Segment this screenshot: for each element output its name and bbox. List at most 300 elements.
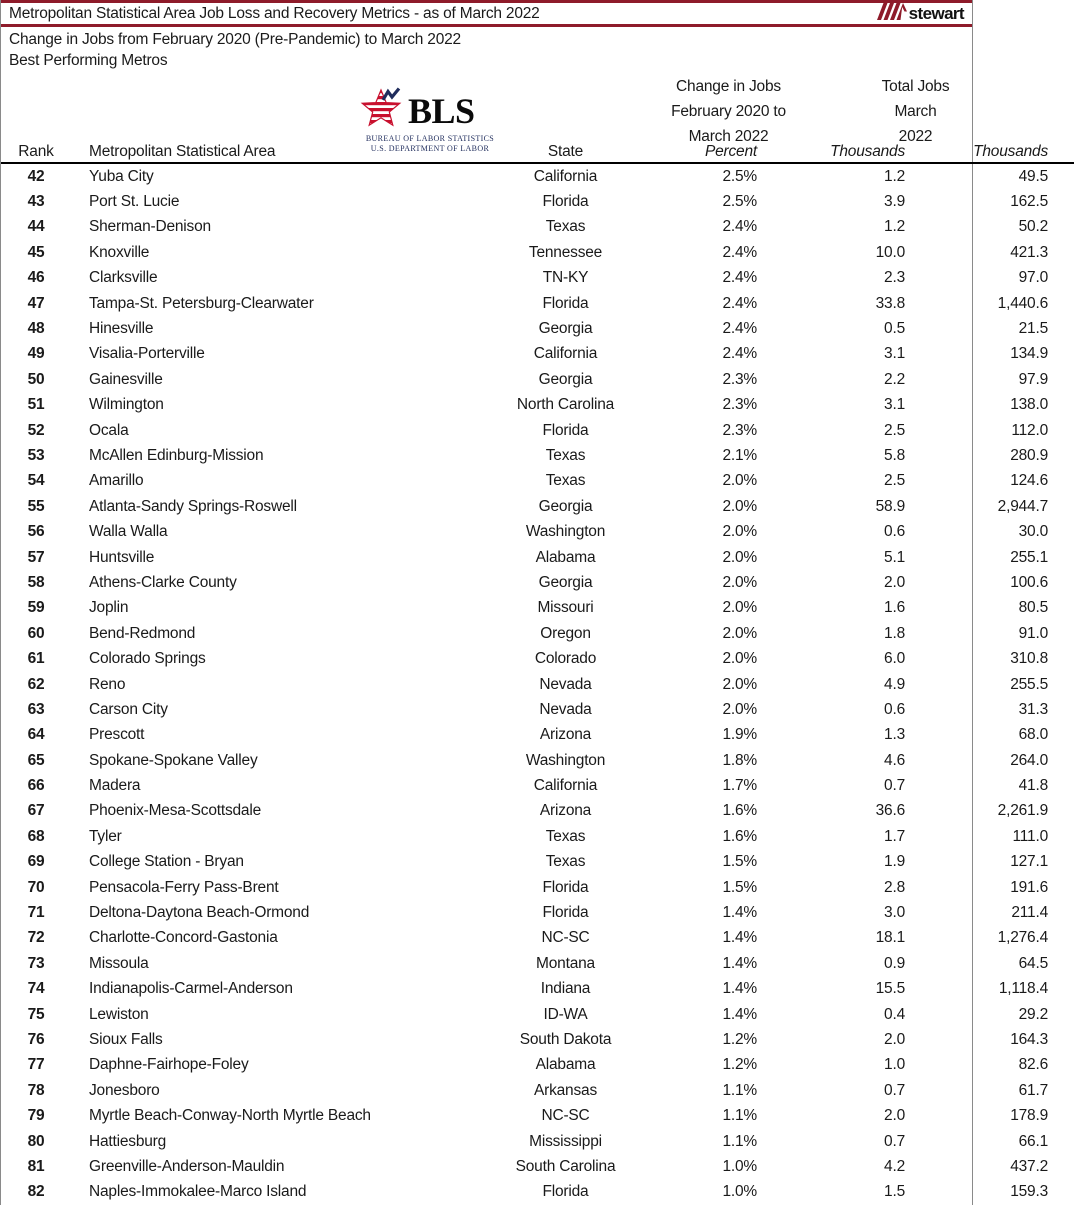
cell-total: 66.1 xyxy=(1018,1132,1048,1150)
cell-thousands: 1.6 xyxy=(884,599,905,617)
cell-rank: 72 xyxy=(27,929,45,947)
cell-thousands: 5.8 xyxy=(884,446,905,464)
change-group-line-3: March 2022 xyxy=(688,128,769,145)
cell-thousands: 58.9 xyxy=(875,497,905,515)
cell-msa: Madera xyxy=(89,777,141,795)
table-row[interactable] xyxy=(1,519,1074,544)
cell-total: 1,118.4 xyxy=(998,980,1048,998)
stewart-slash-icon xyxy=(877,3,907,25)
cell-thousands: 2.5 xyxy=(884,421,905,439)
cell-rank: 79 xyxy=(27,1107,45,1125)
cell-total: 124.6 xyxy=(1010,472,1048,490)
cell-thousands: 4.2 xyxy=(884,1157,905,1175)
cell-rank: 51 xyxy=(27,396,45,414)
cell-total: 111.0 xyxy=(1012,827,1048,845)
cell-total: 310.8 xyxy=(1010,650,1048,668)
cell-rank: 77 xyxy=(27,1056,45,1074)
column-header-state[interactable]: State xyxy=(489,137,642,163)
cell-state: Washington xyxy=(525,751,606,769)
column-header-percent[interactable]: Percent xyxy=(642,137,787,163)
cell-total: 68.0 xyxy=(1018,726,1048,744)
cell-thousands: 1.2 xyxy=(884,218,905,236)
cell-total: 280.9 xyxy=(1010,446,1048,464)
cell-rank: 67 xyxy=(27,802,45,820)
cell-thousands: 0.5 xyxy=(884,320,905,338)
cell-msa: Hattiesburg xyxy=(89,1132,167,1150)
cell-percent: 2.0% xyxy=(722,472,757,490)
cell-percent: 1.4% xyxy=(722,1005,757,1023)
cell-thousands: 2.5 xyxy=(884,472,905,490)
cell-msa: Missoula xyxy=(89,954,149,972)
table-row[interactable] xyxy=(1,1154,1074,1179)
cell-state: California xyxy=(533,167,598,185)
title-bar xyxy=(1,0,972,27)
total-jobs-group-header xyxy=(857,74,974,149)
cell-rank: 62 xyxy=(27,675,45,693)
cell-thousands: 2.2 xyxy=(884,370,905,388)
table-row[interactable] xyxy=(1,697,1074,722)
cell-msa: Hinesville xyxy=(89,320,154,338)
cell-state: Florida xyxy=(542,904,589,922)
total-group-line-3: 2022 xyxy=(898,128,933,145)
table-row[interactable] xyxy=(1,1027,1074,1052)
cell-thousands: 33.8 xyxy=(875,294,905,312)
cell-msa: Amarillo xyxy=(89,472,144,490)
cell-percent: 2.3% xyxy=(722,370,757,388)
cell-total: 97.9 xyxy=(1018,370,1048,388)
table-row[interactable] xyxy=(1,875,1074,900)
cell-msa: Sherman-Denison xyxy=(89,218,211,236)
cell-msa: Bend-Redmond xyxy=(89,624,196,642)
cell-state: Arkansas xyxy=(533,1081,597,1099)
cell-thousands: 5.1 xyxy=(884,548,905,566)
cell-percent: 1.4% xyxy=(722,904,757,922)
cell-rank: 60 xyxy=(27,624,45,642)
metro-jobs-table xyxy=(1,137,1074,1204)
cell-state: Florida xyxy=(542,421,589,439)
cell-percent: 1.0% xyxy=(722,1182,757,1200)
cell-percent: 2.5% xyxy=(722,167,757,185)
table-row[interactable] xyxy=(1,443,1074,468)
cell-rank: 69 xyxy=(27,853,45,871)
cell-percent: 2.4% xyxy=(722,243,757,261)
cell-percent: 1.7% xyxy=(722,777,757,795)
cell-thousands: 1.0 xyxy=(884,1056,905,1074)
cell-state: California xyxy=(533,777,598,795)
cell-thousands: 2.8 xyxy=(884,878,905,896)
cell-state: NC-SC xyxy=(541,1107,590,1125)
cell-percent: 1.1% xyxy=(722,1081,757,1099)
cell-rank: 52 xyxy=(27,421,45,439)
cell-percent: 2.3% xyxy=(722,396,757,414)
cell-state: TN-KY xyxy=(542,269,589,287)
cell-rank: 74 xyxy=(27,980,45,998)
cell-msa: Walla Walla xyxy=(89,523,168,541)
cell-state: Georgia xyxy=(538,497,593,515)
cell-rank: 78 xyxy=(27,1081,45,1099)
cell-state: Alabama xyxy=(535,1056,596,1074)
table-row[interactable] xyxy=(1,951,1074,976)
bls-caption-line-2: U.S. DEPARTMENT OF LABOR xyxy=(370,143,490,153)
cell-total: 211.4 xyxy=(1011,904,1048,922)
column-header-total[interactable]: Thousands xyxy=(933,137,1074,163)
table-row[interactable] xyxy=(1,850,1074,875)
cell-msa: Knoxville xyxy=(89,243,150,261)
cell-percent: 2.0% xyxy=(722,650,757,668)
table-row[interactable] xyxy=(1,469,1074,494)
cell-state: California xyxy=(533,345,598,363)
subheader-text xyxy=(9,29,461,71)
cell-percent: 1.1% xyxy=(722,1107,757,1125)
change-group-line-2: February 2020 to xyxy=(671,103,786,120)
table-row[interactable] xyxy=(1,545,1074,570)
cell-total: 138.0 xyxy=(1010,396,1048,414)
table-row[interactable] xyxy=(1,1053,1074,1078)
cell-rank: 64 xyxy=(27,726,45,744)
table-row[interactable] xyxy=(1,570,1074,595)
cell-state: Georgia xyxy=(538,573,593,591)
cell-total: 159.3 xyxy=(1010,1182,1048,1200)
cell-state: Arizona xyxy=(539,802,592,820)
column-header-thousands[interactable]: Thousands xyxy=(787,137,933,163)
cell-thousands: 18.1 xyxy=(875,929,905,947)
cell-state: NC-SC xyxy=(541,929,590,947)
cell-msa: Joplin xyxy=(89,599,129,617)
cell-msa: Ocala xyxy=(89,421,129,439)
cell-percent: 1.8% xyxy=(722,751,757,769)
cell-msa: Spokane-Spokane Valley xyxy=(89,751,258,769)
column-header-msa[interactable]: Metropolitan Statistical Area xyxy=(71,137,489,163)
cell-percent: 2.4% xyxy=(722,218,757,236)
cell-state: Oregon xyxy=(540,624,591,642)
cell-rank: 61 xyxy=(27,650,45,668)
cell-thousands: 3.9 xyxy=(884,193,905,211)
cell-thousands: 36.6 xyxy=(875,802,905,820)
cell-percent: 2.0% xyxy=(722,599,757,617)
cell-total: 91.0 xyxy=(1018,624,1048,642)
cell-percent: 2.0% xyxy=(722,700,757,718)
cell-state: Florida xyxy=(542,1182,589,1200)
cell-thousands: 0.9 xyxy=(884,954,905,972)
cell-state: Texas xyxy=(545,827,586,845)
column-header-rank[interactable]: Rank xyxy=(1,137,71,163)
cell-rank: 47 xyxy=(27,294,45,312)
cell-total: 191.6 xyxy=(1010,878,1048,896)
cell-rank: 50 xyxy=(27,370,45,388)
cell-thousands: 10.0 xyxy=(875,243,905,261)
cell-total: 50.2 xyxy=(1018,218,1048,236)
table-row[interactable] xyxy=(1,824,1074,849)
cell-msa: Pensacola-Ferry Pass-Brent xyxy=(89,878,279,896)
cell-total: 255.5 xyxy=(1010,675,1048,693)
table-row[interactable] xyxy=(1,163,1074,189)
cell-state: North Carolina xyxy=(516,396,615,414)
cell-total: 49.5 xyxy=(1018,167,1048,185)
cell-msa: McAllen Edinburg-Mission xyxy=(89,446,264,464)
cell-msa: Prescott xyxy=(89,726,145,744)
cell-percent: 2.0% xyxy=(722,624,757,642)
cell-total: 162.5 xyxy=(1010,193,1048,211)
cell-state: Nevada xyxy=(539,675,592,693)
cell-msa: Wilmington xyxy=(89,396,164,414)
cell-percent: 1.4% xyxy=(722,954,757,972)
cell-percent: 2.0% xyxy=(722,548,757,566)
bls-wordmark: BLS xyxy=(408,91,475,131)
cell-thousands: 1.7 xyxy=(884,827,905,845)
cell-percent: 1.6% xyxy=(722,802,757,820)
cell-msa: Lewiston xyxy=(89,1005,149,1023)
cell-msa: Sioux Falls xyxy=(89,1030,163,1048)
table-row[interactable] xyxy=(1,621,1074,646)
cell-msa: Yuba City xyxy=(89,167,154,185)
cell-percent: 2.0% xyxy=(722,523,757,541)
table-row[interactable] xyxy=(1,418,1074,443)
cell-thousands: 0.6 xyxy=(884,700,905,718)
change-group-line-1: Change in Jobs xyxy=(676,78,781,95)
cell-total: 31.3 xyxy=(1018,700,1048,718)
cell-thousands: 2.0 xyxy=(884,1030,905,1048)
cell-total: 100.6 xyxy=(1010,573,1048,591)
cell-total: 21.5 xyxy=(1018,320,1048,338)
cell-thousands: 0.7 xyxy=(884,1081,905,1099)
cell-thousands: 0.6 xyxy=(884,523,905,541)
cell-rank: 58 xyxy=(27,573,45,591)
cell-total: 112.0 xyxy=(1011,421,1048,439)
cell-state: Tennessee xyxy=(528,243,603,261)
cell-thousands: 4.6 xyxy=(884,751,905,769)
table-row[interactable] xyxy=(1,1103,1074,1128)
cell-total: 64.5 xyxy=(1018,954,1048,972)
table-row[interactable] xyxy=(1,215,1074,240)
cell-percent: 1.0% xyxy=(722,1157,757,1175)
cell-state: Florida xyxy=(542,193,589,211)
cell-msa: Colorado Springs xyxy=(89,650,206,668)
cell-total: 30.0 xyxy=(1018,523,1048,541)
cell-percent: 1.2% xyxy=(722,1030,757,1048)
cell-rank: 63 xyxy=(27,700,45,718)
cell-msa: Jonesboro xyxy=(89,1081,160,1099)
cell-percent: 2.5% xyxy=(722,193,757,211)
cell-msa: Reno xyxy=(89,675,126,693)
cell-msa: Athens-Clarke County xyxy=(89,573,237,591)
cell-percent: 1.1% xyxy=(722,1132,757,1150)
cell-percent: 2.0% xyxy=(722,497,757,515)
subheader-line-2: Best Performing Metros xyxy=(9,52,168,69)
table-row[interactable] xyxy=(1,1002,1074,1027)
cell-rank: 80 xyxy=(27,1132,45,1150)
cell-thousands: 2.0 xyxy=(884,1107,905,1125)
table-row[interactable] xyxy=(1,189,1074,214)
cell-thousands: 6.0 xyxy=(884,650,905,668)
table-row[interactable] xyxy=(1,799,1074,824)
cell-msa: Clarksville xyxy=(89,269,158,287)
cell-msa: Atlanta-Sandy Springs-Roswell xyxy=(89,497,297,515)
cell-percent: 1.2% xyxy=(722,1056,757,1074)
cell-total: 82.6 xyxy=(1018,1056,1048,1074)
cell-thousands: 3.1 xyxy=(884,345,905,363)
table-row[interactable] xyxy=(1,342,1074,367)
cell-rank: 43 xyxy=(27,193,45,211)
cell-rank: 65 xyxy=(27,751,45,769)
cell-state: Missouri xyxy=(537,599,594,617)
cell-percent: 1.5% xyxy=(722,878,757,896)
table-row[interactable] xyxy=(1,900,1074,925)
cell-percent: 2.3% xyxy=(722,421,757,439)
cell-rank: 57 xyxy=(27,548,45,566)
cell-rank: 54 xyxy=(27,472,45,490)
cell-percent: 2.4% xyxy=(722,269,757,287)
cell-thousands: 1.2 xyxy=(884,167,905,185)
cell-total: 2,261.9 xyxy=(997,802,1048,820)
cell-total: 127.1 xyxy=(1010,853,1048,871)
cell-percent: 2.1% xyxy=(722,446,757,464)
change-in-jobs-group-header xyxy=(601,74,856,149)
cell-rank: 49 xyxy=(27,345,45,363)
cell-thousands: 1.8 xyxy=(884,624,905,642)
cell-rank: 45 xyxy=(27,243,45,261)
cell-rank: 76 xyxy=(27,1030,45,1048)
table-row[interactable] xyxy=(1,266,1074,291)
table-row[interactable] xyxy=(1,393,1074,418)
cell-state: Mississippi xyxy=(529,1132,602,1150)
cell-msa: Tampa-St. Petersburg-Clearwater xyxy=(89,294,314,312)
cell-total: 97.0 xyxy=(1018,269,1048,287)
cell-percent: 2.4% xyxy=(722,345,757,363)
cell-state: Colorado xyxy=(534,650,597,668)
cell-thousands: 0.7 xyxy=(884,777,905,795)
cell-percent: 2.4% xyxy=(722,294,757,312)
cell-msa: College Station - Bryan xyxy=(89,853,244,871)
cell-percent: 2.0% xyxy=(722,675,757,693)
cell-state: South Dakota xyxy=(519,1030,612,1048)
cell-total: 80.5 xyxy=(1018,599,1048,617)
cell-state: Florida xyxy=(542,294,589,312)
cell-msa: Phoenix-Mesa-Scottsdale xyxy=(89,802,262,820)
cell-percent: 1.6% xyxy=(722,827,757,845)
table-row[interactable] xyxy=(1,240,1074,265)
cell-total: 134.9 xyxy=(1010,345,1048,363)
cell-thousands: 4.9 xyxy=(884,675,905,693)
cell-thousands: 1.3 xyxy=(884,726,905,744)
cell-total: 437.2 xyxy=(1010,1157,1048,1175)
cell-rank: 71 xyxy=(27,904,45,922)
cell-rank: 42 xyxy=(27,167,45,185)
cell-total: 1,276.4 xyxy=(997,929,1048,947)
cell-total: 164.3 xyxy=(1010,1030,1048,1048)
total-group-line-2: March xyxy=(894,103,937,120)
table-row[interactable] xyxy=(1,316,1074,341)
cell-rank: 44 xyxy=(27,218,45,236)
cell-rank: 68 xyxy=(27,827,45,845)
cell-state: Washington xyxy=(525,523,606,541)
cell-thousands: 2.0 xyxy=(884,573,905,591)
cell-state: ID-WA xyxy=(543,1005,588,1023)
cell-state: Texas xyxy=(545,218,586,236)
table-row[interactable] xyxy=(1,596,1074,621)
cell-msa: Daphne-Fairhope-Foley xyxy=(89,1056,249,1074)
cell-state: Georgia xyxy=(538,370,593,388)
cell-state: Georgia xyxy=(538,320,593,338)
table-row[interactable] xyxy=(1,977,1074,1002)
table-row[interactable] xyxy=(1,748,1074,773)
table-row[interactable] xyxy=(1,1180,1074,1204)
table-row[interactable] xyxy=(1,926,1074,951)
cell-rank: 56 xyxy=(27,523,45,541)
table-row[interactable] xyxy=(1,291,1074,316)
cell-state: Nevada xyxy=(539,700,592,718)
cell-total: 2,944.7 xyxy=(997,497,1048,515)
cell-rank: 66 xyxy=(27,777,45,795)
table-row[interactable] xyxy=(1,672,1074,697)
cell-total: 255.1 xyxy=(1010,548,1048,566)
table-row[interactable] xyxy=(1,646,1074,671)
table-row[interactable] xyxy=(1,367,1074,392)
cell-state: Indiana xyxy=(540,980,591,998)
table-row[interactable] xyxy=(1,1129,1074,1154)
cell-percent: 1.4% xyxy=(722,929,757,947)
cell-state: Alabama xyxy=(535,548,596,566)
cell-thousands: 0.7 xyxy=(884,1132,905,1150)
cell-rank: 46 xyxy=(27,269,45,287)
cell-state: Texas xyxy=(545,472,586,490)
cell-total: 421.3 xyxy=(1010,243,1048,261)
cell-msa: Huntsville xyxy=(89,548,155,566)
table-row[interactable] xyxy=(1,773,1074,798)
cell-thousands: 3.1 xyxy=(884,396,905,414)
cell-percent: 1.4% xyxy=(722,980,757,998)
cell-total: 264.0 xyxy=(1010,751,1048,769)
cell-rank: 75 xyxy=(27,1005,45,1023)
stewart-wordmark: stewart xyxy=(908,4,964,23)
cell-msa: Port St. Lucie xyxy=(89,193,180,211)
cell-msa: Greenville-Anderson-Mauldin xyxy=(89,1157,285,1175)
cell-state: South Carolina xyxy=(515,1157,616,1175)
cell-state: Montana xyxy=(536,954,595,972)
cell-msa: Carson City xyxy=(89,700,168,718)
total-group-line-1: Total Jobs xyxy=(881,78,950,95)
table-row[interactable] xyxy=(1,1078,1074,1103)
cell-rank: 81 xyxy=(27,1157,45,1175)
cell-percent: 1.9% xyxy=(722,726,757,744)
cell-msa: Visalia-Porterville xyxy=(89,345,205,363)
cell-rank: 70 xyxy=(27,878,45,896)
subheader-line-1: Change in Jobs from February 2020 (Pre-Pandemic) to March 2022 xyxy=(9,31,461,48)
cell-state: Texas xyxy=(545,853,586,871)
cell-thousands: 2.3 xyxy=(884,269,905,287)
bls-star-icon xyxy=(361,88,405,135)
cell-state: Florida xyxy=(542,878,589,896)
cell-rank: 59 xyxy=(27,599,45,617)
cell-total: 29.2 xyxy=(1018,1005,1048,1023)
cell-rank: 73 xyxy=(27,954,45,972)
cell-msa: Gainesville xyxy=(89,370,163,388)
table-row[interactable] xyxy=(1,494,1074,519)
cell-state: Texas xyxy=(545,446,586,464)
cell-rank: 48 xyxy=(27,320,45,338)
cell-thousands: 15.5 xyxy=(875,980,905,998)
cell-msa: Naples-Immokalee-Marco Island xyxy=(89,1182,307,1200)
cell-msa: Myrtle Beach-Conway-North Myrtle Beach xyxy=(89,1107,371,1125)
bls-caption-line-1: BUREAU OF LABOR STATISTICS xyxy=(365,134,495,143)
cell-thousands: 1.9 xyxy=(884,853,905,871)
table-row[interactable] xyxy=(1,723,1074,748)
cell-msa: Charlotte-Concord-Gastonia xyxy=(89,929,278,947)
cell-total: 178.9 xyxy=(1010,1107,1048,1125)
cell-total: 1,440.6 xyxy=(997,294,1048,312)
cell-rank: 55 xyxy=(27,497,45,515)
cell-total: 61.7 xyxy=(1018,1081,1048,1099)
cell-thousands: 0.4 xyxy=(884,1005,905,1023)
